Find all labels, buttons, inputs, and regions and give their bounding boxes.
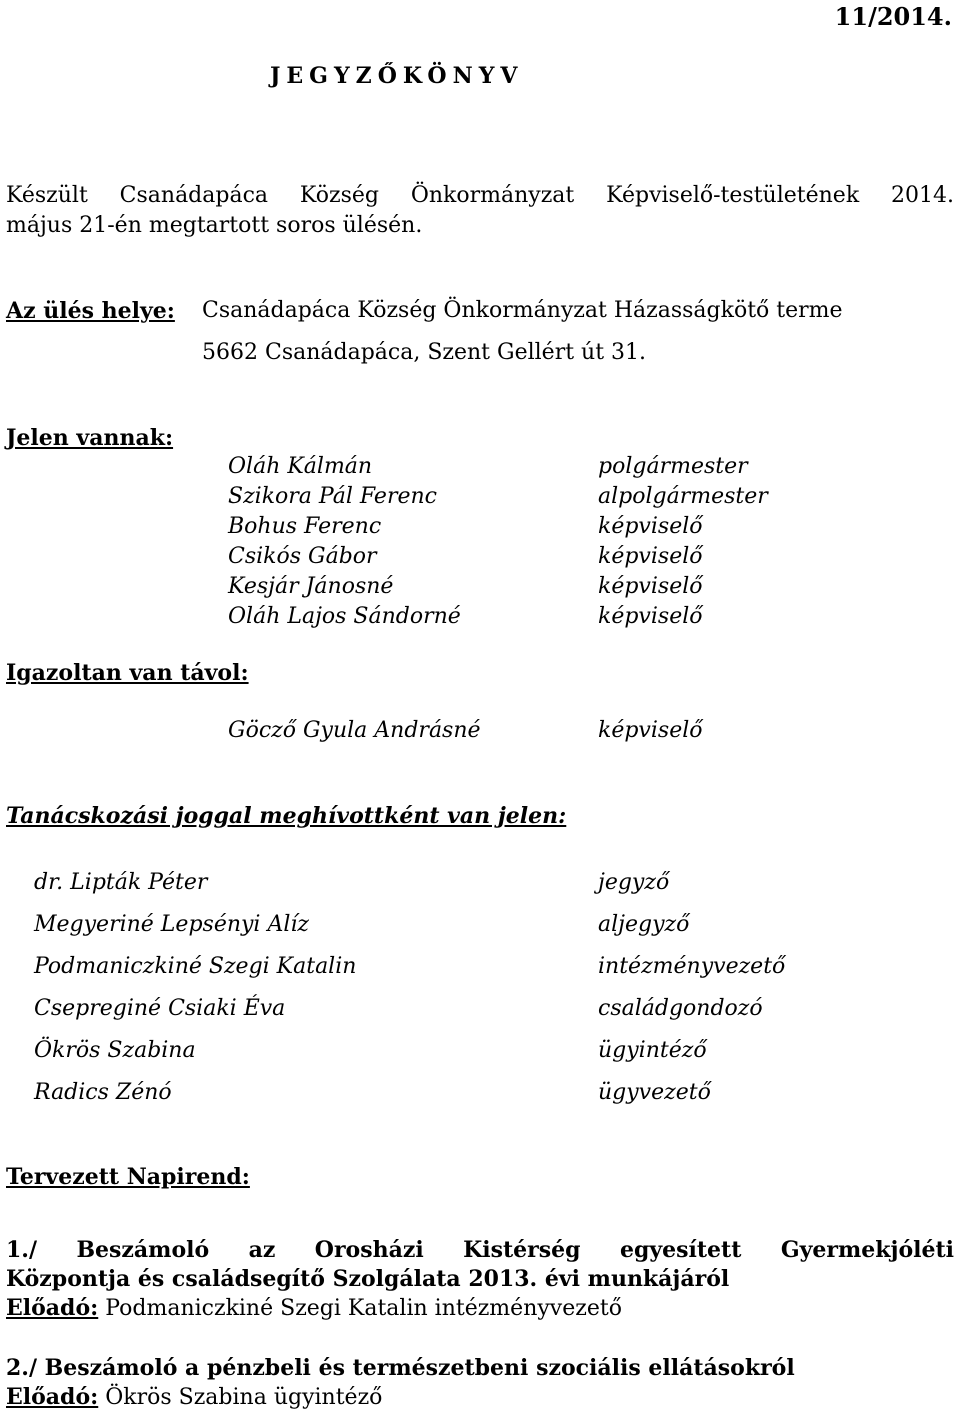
- present-name-5: Kesjár Jánosné: [228, 574, 394, 599]
- invited-name-4: Csepreginé Csiaki Éva: [34, 996, 286, 1021]
- invited-names: [34, 862, 356, 1114]
- present-name-3: Bohus Ferenc: [228, 514, 382, 539]
- invited-label: Tanácskozási joggal meghívottként van jelen:: [6, 803, 567, 829]
- intro-line-1: Készült Csanádapáca Község Önkormányzat Képviselő-testületének 2014.: [6, 183, 954, 208]
- venue-line-2: 5662 Csanádapáca, Szent Gellért út 31.: [202, 340, 647, 365]
- invited-name-1: dr. Lipták Péter: [34, 870, 208, 895]
- agenda-label: Tervezett Napirend:: [6, 1164, 250, 1190]
- agenda-item-1: [6, 1236, 954, 1323]
- invited-name-3: Podmaniczkiné Szegi Katalin: [34, 954, 357, 979]
- document-title: JEGYZŐKÖNYV: [270, 63, 524, 89]
- present-name-4: Csikós Gábor: [228, 544, 377, 569]
- agenda-item-1-title-line-2: Központja és családsegítő Szolgálata 2013. évi munkájáról: [6, 1266, 730, 1292]
- venue-line-1: Csanádapáca Község Önkormányzat Házasságkötő terme: [202, 298, 843, 323]
- invited-role-2: aljegyző: [598, 912, 690, 937]
- present-label: Jelen vannak:: [6, 425, 174, 451]
- absent-label: Igazoltan van távol:: [6, 660, 249, 686]
- invited-role-5: ügyintéző: [598, 1038, 707, 1063]
- present-role-6: képviselő: [598, 604, 703, 629]
- present-name-2: Szikora Pál Ferenc: [228, 484, 437, 509]
- presenter-label: Előadó:: [6, 1295, 99, 1321]
- invited-roles: [598, 862, 785, 1114]
- present-name-6: Oláh Lajos Sándorné: [228, 604, 461, 629]
- agenda-item-1-presenter: Podmaniczkiné Szegi Katalin intézményvezető: [105, 1296, 622, 1321]
- present-names: [228, 452, 461, 632]
- venue-label: Az ülés helye:: [6, 298, 175, 324]
- invited-name-2: Megyeriné Lepsényi Alíz: [34, 912, 310, 937]
- present-roles: [598, 452, 768, 632]
- invited-name-5: Ökrös Szabina: [34, 1038, 196, 1063]
- agenda-item-1-presenter-row: [6, 1294, 954, 1323]
- agenda-item-1-title-line-1: 1./ Beszámoló az Orosházi Kistérség egyesített Gyermekjóléti: [6, 1237, 954, 1263]
- agenda-item-2-presenter: Ökrös Szabina ügyintéző: [105, 1385, 383, 1410]
- present-name-1: Oláh Kálmán: [228, 454, 373, 479]
- present-role-4: képviselő: [598, 544, 703, 569]
- present-role-2: alpolgármester: [598, 484, 768, 509]
- present-role-1: polgármester: [598, 454, 748, 479]
- agenda-item-2-title-line-1: 2./ Beszámoló a pénzbeli és természetbeni szociális ellátásokról: [6, 1355, 795, 1381]
- presenter-label: Előadó:: [6, 1384, 99, 1410]
- agenda-item-2: [6, 1354, 954, 1412]
- present-role-5: képviselő: [598, 574, 703, 599]
- document-number: 11/2014.: [834, 2, 952, 31]
- absent-role-1: képviselő: [598, 718, 703, 743]
- absent-name-1: Göcző Gyula Andrásné: [228, 718, 481, 743]
- invited-role-1: jegyző: [598, 870, 670, 895]
- agenda-item-2-presenter-row: [6, 1383, 954, 1412]
- invited-role-3: intézményvezető: [598, 954, 786, 979]
- invited-role-6: ügyvezető: [598, 1080, 711, 1105]
- present-role-3: képviselő: [598, 514, 703, 539]
- invited-name-6: Radics Zénó: [34, 1080, 172, 1105]
- intro-paragraph: [6, 181, 954, 241]
- intro-line-2: május 21-én megtartott soros ülésén.: [6, 213, 423, 238]
- invited-role-4: családgondozó: [598, 996, 763, 1021]
